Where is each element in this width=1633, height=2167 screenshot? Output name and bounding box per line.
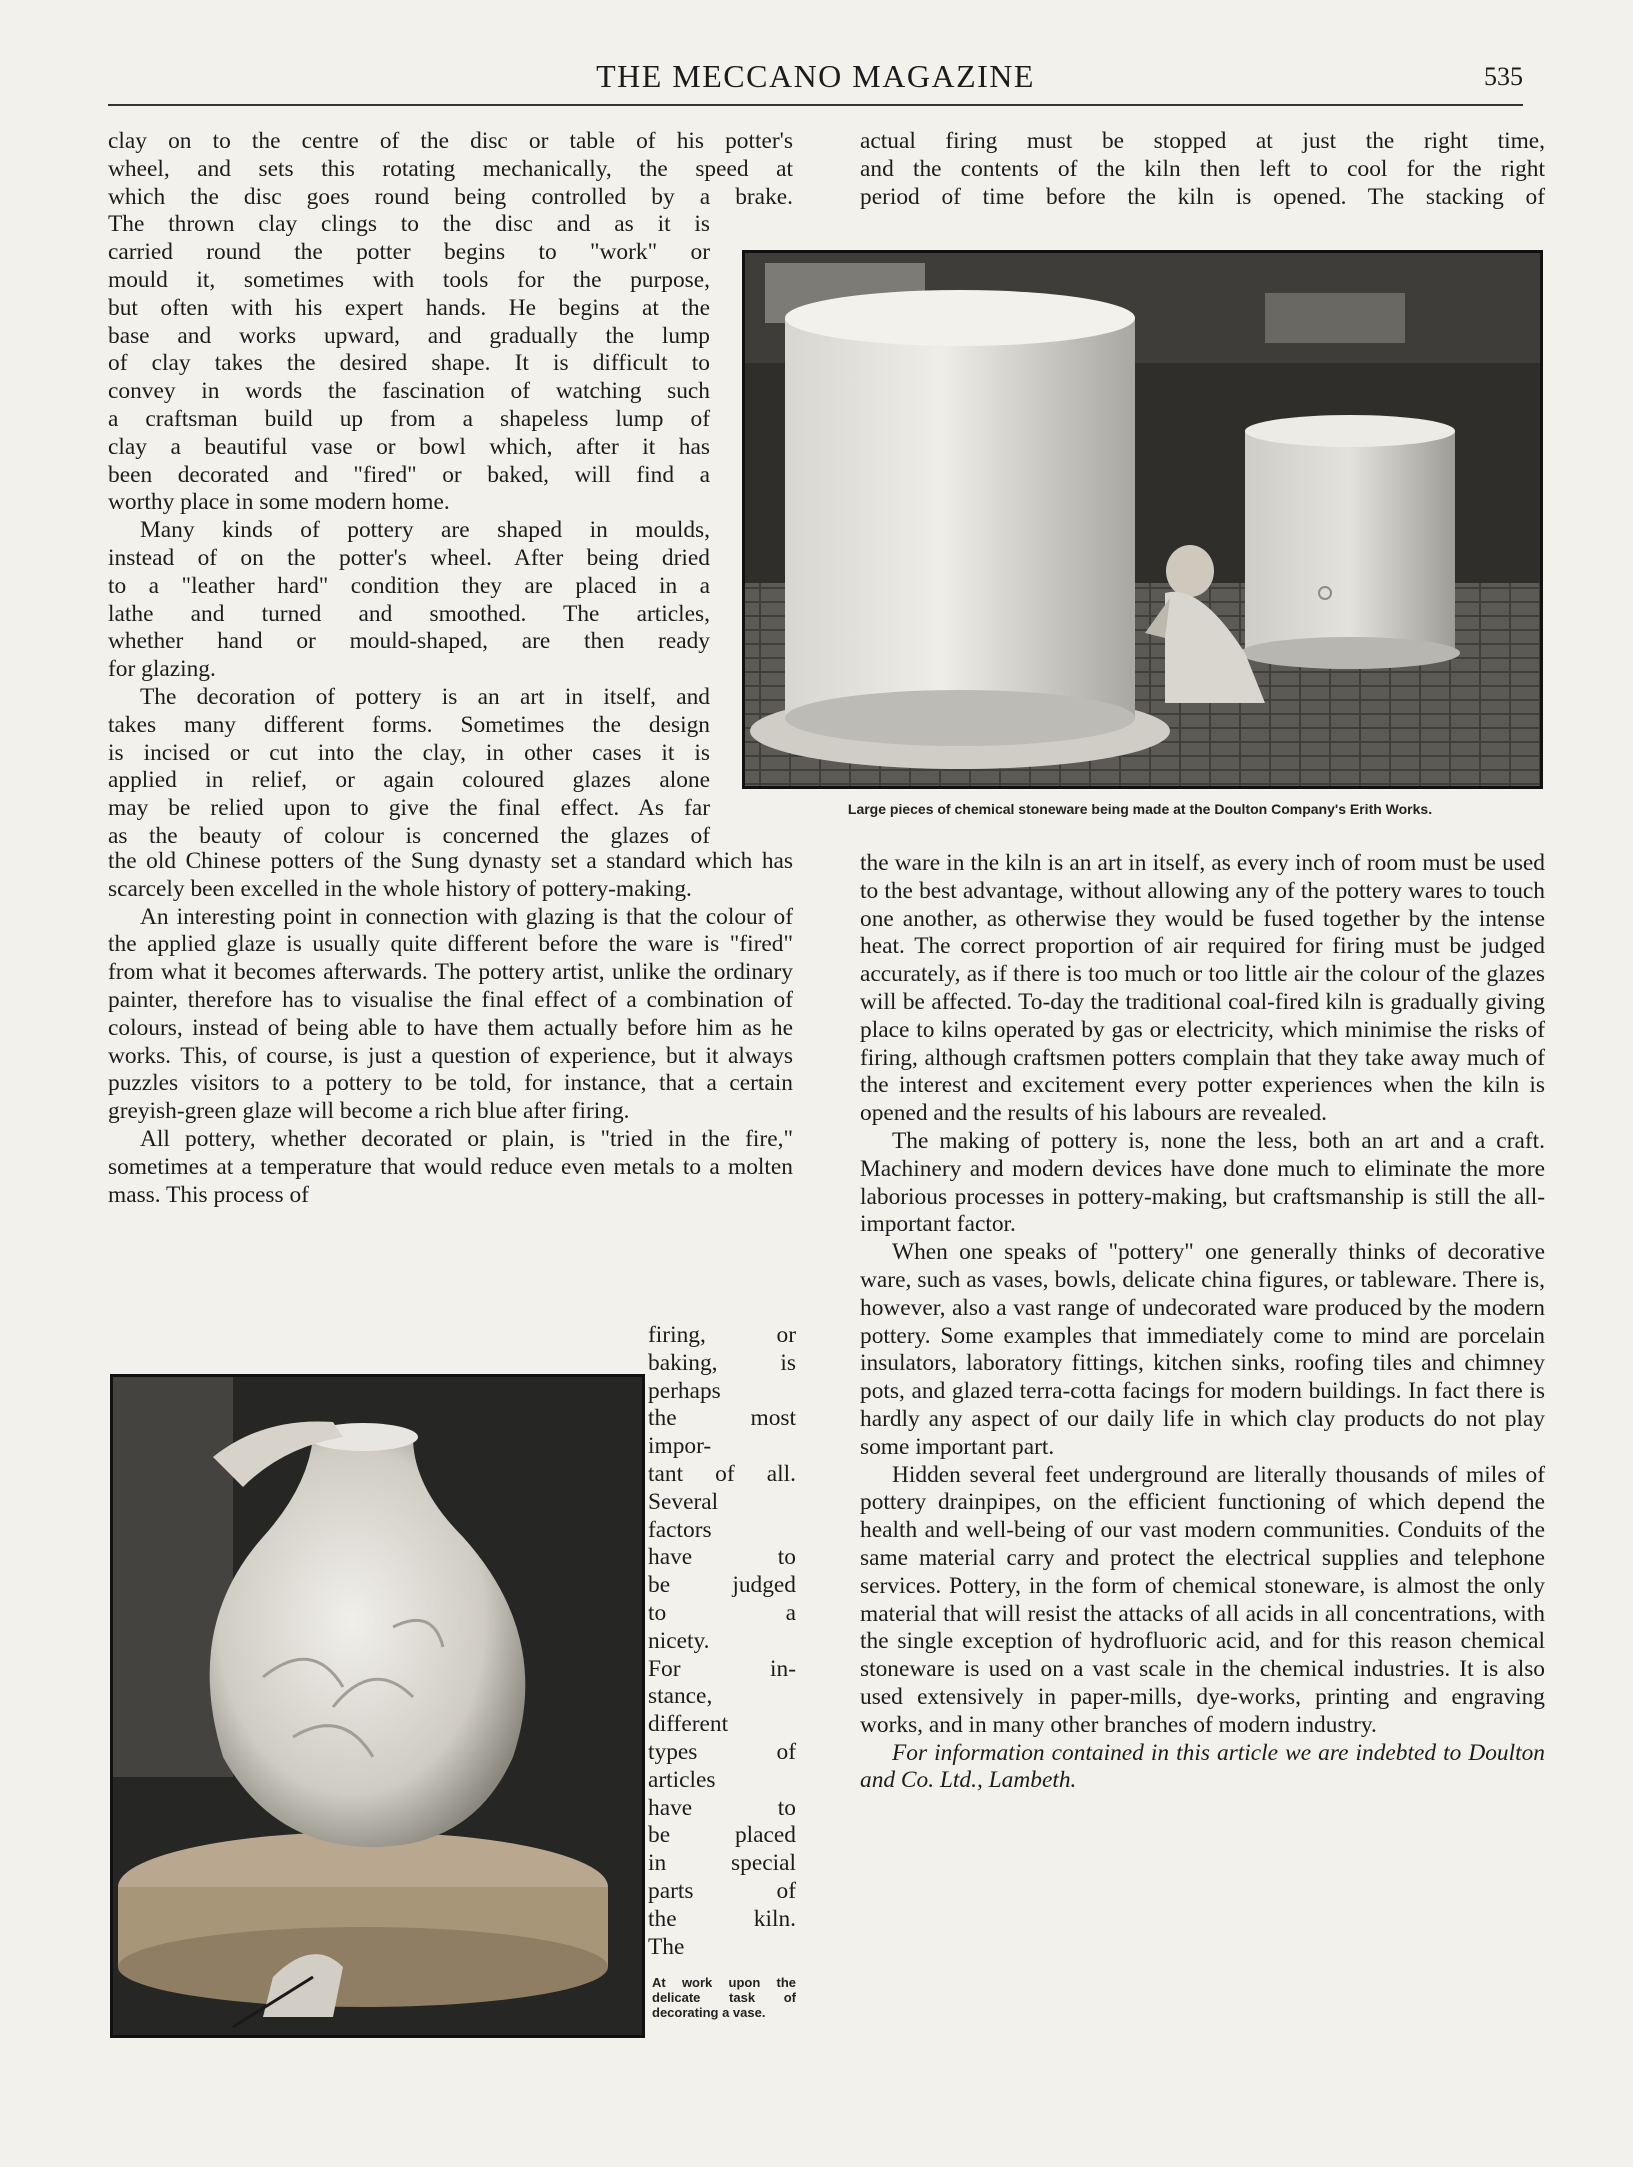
paragraph-art-and-craft: The making of pottery is, none the less, both an art and a craft. Machinery and modern devices have done much to eliminate the more laborious processes in pottery-making, but craftsmanship is still the all-important factor. [860,1127,1545,1238]
text-line: actual firing must be stopped at just the right time, [860,128,1545,154]
text-line: for glazing. [108,656,216,683]
text-line: clay a beautiful vase or bowl which, after it has [108,433,710,460]
text-line: firing, or [648,1322,796,1348]
left-paragraph-intro [108,128,793,211]
text-line: carried round the potter begins to "work" or [108,239,710,266]
vase-caption: At work upon the delicate task of decorating a vase. [652,1975,796,2020]
text-line: be placed [648,1822,796,1849]
left-paragraphs-glazing [108,848,793,1209]
stoneware-illustration [745,253,1540,786]
acknowledgement: For information contained in this article we are indebted to Doulton and Co. Ltd., Lambeth. [860,1739,1545,1794]
paragraph-chinese-glazes: the old Chinese potters of the Sung dynasty set a standard which has scarcely been excelled in the whole history of pottery-making. [108,848,793,902]
text-line: articles [648,1766,716,1793]
text-line: nicety. [648,1627,710,1654]
text-line: base and works upward, and gradually the lump [108,322,710,349]
vase-illustration [113,1377,642,2035]
paragraph-undecorated-ware: When one speaks of "pottery" one generally thinks of decorative ware, such as vases, bowls, delicate china figures, or tableware. There is, however, also a vast range of undecorated ware produced by the modern pottery. Some examples that immediately come to mind are porcelain insulators, laboratory fittings, kitchen sinks, roofing tiles and chimney pots, and glazed terra-cotta facings for modern buildings. In fact there is hardly any aspect of our daily life in which clay products do not play some important part. [860,1239,1545,1460]
stoneware-photo [742,250,1543,789]
text-line: and the contents of the kiln then left to cool for the right [860,155,1545,182]
stoneware-caption: Large pieces of chemical stoneware being made at the Doulton Company's Erith Works. [847,801,1433,817]
text-line: in special [648,1850,796,1877]
paragraph-drainpipes: Hidden several feet underground are literally thousands of miles of pottery drainpipes, on the efficient functioning of which depend the health and well-being of our vast modern communities. Conduits of the same material carry and protect the electrical supplies and telephone services. Pottery, in the form of chemical stoneware, is almost the only material that will resist the attacks of all acids in all concentrations, with the single exception of hydrofluoric acid, and for this reason chemical stoneware is used on a vast scale in the chemical industries. It is also used extensively in paper-mills, dye-works, printing and engraving works, and in many other branches of modern industry. [860,1461,1545,1738]
text-line: baking, is [648,1349,796,1376]
right-paragraphs [860,850,1545,1795]
text-line: different [648,1711,729,1738]
text-line: perhaps [648,1377,721,1404]
text-line: have to [648,1794,796,1821]
right-paragraph-firing-top [860,128,1545,211]
text-line: Many kinds of pottery are shaped in moulds, [140,517,710,544]
text-line: which the disc goes round being controlled by a brake. [108,183,793,210]
left-paragraphs-narrow [108,211,710,850]
left-wrap-column [648,1322,796,1961]
magazine-title: THE MECCANO MAGAZINE [596,58,1035,94]
page-header [108,58,1523,106]
text-line: convey in words the fascination of watching such [108,378,710,405]
text-line: tant of all. [648,1460,796,1487]
text-line: have to [648,1544,796,1571]
text-line: been decorated and "fired" or baked, will find a [108,461,710,488]
text-line: Several [648,1488,719,1515]
text-line: period of time before the kiln is opened. The stacking of [860,183,1545,210]
text-line: factors [648,1516,712,1543]
text-line: as the beauty of colour is concerned the glazes of [108,822,710,849]
text-line: The [648,1933,685,1960]
paragraph-firing: All pottery, whether decorated or plain, is "tried in the fire," sometimes at a temperature that would reduce even metals to a molten mass. This process of [108,1125,793,1208]
text-line: wheel, and sets this rotating mechanically, the speed at [108,155,793,182]
text-line: of clay takes the desired shape. It is difficult to [108,350,710,377]
text-line: takes many different forms. Sometimes the design [108,711,710,738]
paragraph-glaze-colour: An interesting point in connection with glazing is that the colour of the applied glaze is usually quite different before the ware is "fired" from what it becomes afterwards. The pottery artist, unlike the ordinary painter, therefore has to visualise the final effect of a combination of colours, instead of being able to have them actually before him as he works. This, of course, is just a question of experience, but it always puzzles visitors to a pottery to be told, for instance, that a certain greyish-green glaze will become a rich blue after firing. [108,903,793,1125]
text-line: impor- [648,1433,712,1460]
text-line: is incised or cut into the clay, in other cases it is [108,739,710,766]
text-line: worthy place in some modern home. [108,489,450,516]
text-line: to a "leather hard" condition they are placed in a [108,572,710,599]
text-line: types of [648,1738,796,1765]
paragraph-kiln-stacking: the ware in the kiln is an art in itself, as every inch of room must be used to the best advantage, without allowing any of the pottery wares to touch one another, as otherwise they would be fused together by the intense heat. The correct proportion of air required for firing must be judged accurately, as if there is too much or too little air the colour of the glazes will be affected. To-day the traditional coal-fired kiln is gradually giving place to kilns operated by gas or electricity, which minimise the risks of firing, although craftsmen potters complain that they take away much of the interest and excitement every potter experiences when the kiln is opened and the results of his labours are revealed. [860,850,1545,1127]
text-line: to a [648,1599,796,1626]
text-line: be judged [648,1572,796,1599]
text-line: instead of on the potter's wheel. After being dried [108,544,710,571]
text-line: whether hand or mould-shaped, are then ready [108,628,710,655]
text-line: mould it, sometimes with tools for the purpose, [108,266,710,293]
text-line: clay on to the centre of the disc or table of his potter's [108,128,793,154]
text-line: may be relied upon to give the final effect. As far [108,795,710,822]
page-number: 535 [1484,62,1523,91]
text-line: the most [648,1405,796,1432]
text-line: the kiln. [648,1905,796,1932]
text-line: stance, [648,1683,713,1710]
text-line: The decoration of pottery is an art in itself, and [140,683,710,710]
text-line: For in- [648,1655,796,1682]
text-line: but often with his expert hands. He begins at the [108,294,710,321]
text-line: lathe and turned and smoothed. The articles, [108,600,710,627]
text-line: applied in relief, or again coloured glazes alone [108,767,710,794]
text-line: parts of [648,1877,796,1904]
text-line: The thrown clay clings to the disc and as it is [108,211,710,238]
vase-decorating-photo [110,1374,645,2038]
text-line: a craftsman build up from a shapeless lump of [108,405,710,432]
